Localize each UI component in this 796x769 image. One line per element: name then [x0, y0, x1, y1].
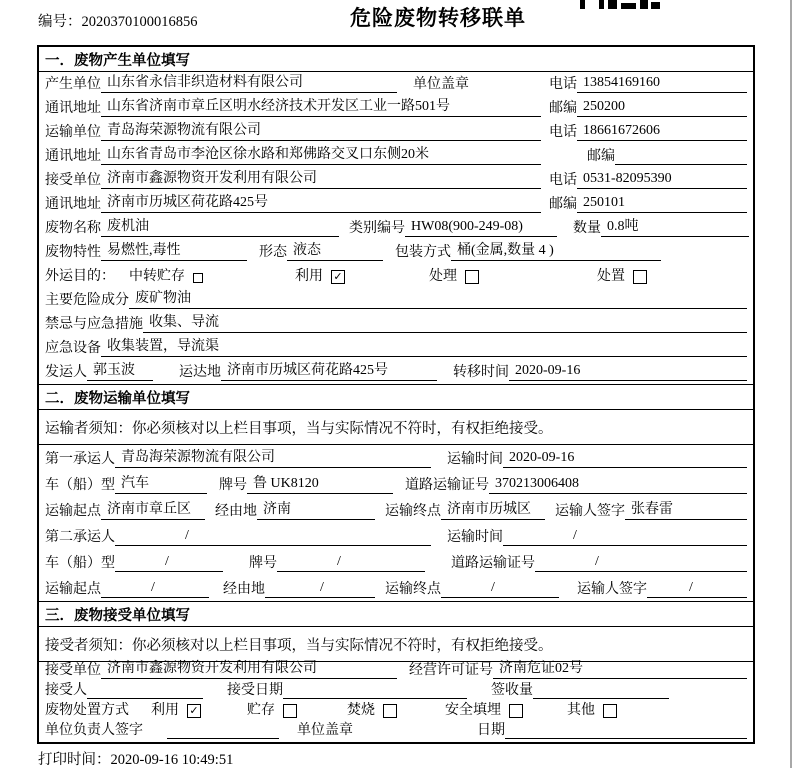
field-label: 外运目的：	[45, 269, 115, 284]
field-label: 签收量	[491, 683, 533, 698]
form-row	[39, 497, 753, 523]
field-value: 济南市历城区荷花路425号	[101, 191, 541, 213]
form-row	[39, 288, 753, 312]
field-label: 产生单位	[45, 77, 101, 92]
field-value: 汽车	[115, 472, 207, 494]
field-value: 济南	[257, 498, 375, 520]
form-row	[39, 144, 753, 168]
field-label: 单位负责人签字	[45, 723, 143, 738]
field-label: 日期	[477, 723, 505, 738]
field-label: 主要危险成分	[45, 293, 129, 308]
field-label: 经由地	[215, 504, 257, 519]
field-value: /	[647, 580, 747, 598]
section-title: 一．废物产生单位填写	[39, 47, 753, 72]
form-row	[39, 240, 753, 264]
field-label: 电话	[549, 77, 577, 92]
field-label: 运输人签字	[555, 504, 625, 519]
checkbox-option	[429, 265, 479, 285]
field-label: 接受人	[45, 683, 87, 698]
checkbox-label: 处理	[429, 269, 457, 284]
form-row	[39, 168, 753, 192]
field-value: 山东省青岛市李沧区徐水路和郑佛路交叉口东侧20米	[101, 143, 541, 165]
field-label: 邮编	[587, 149, 615, 164]
checkbox-option	[151, 699, 201, 719]
field-label: 运输终点	[385, 504, 441, 519]
section-title: 三．废物接受单位填写	[39, 602, 753, 627]
field-value: 370213006408	[489, 476, 747, 494]
field-label: 运输单位	[45, 125, 101, 140]
field-label: 牌号	[219, 478, 247, 493]
form-row	[39, 216, 753, 240]
field-label: 应急设备	[45, 341, 101, 356]
field-value: 鲁 UK8120	[247, 472, 393, 494]
field-label: 运输时间	[447, 452, 503, 467]
field-value: 青岛海荣源物流有限公司	[115, 446, 431, 468]
form-row	[39, 360, 753, 384]
field-label: 运输终点	[385, 582, 441, 597]
form-row	[39, 312, 753, 336]
field-label: 通讯地址	[45, 149, 101, 164]
print-time	[38, 748, 233, 769]
form-row	[39, 120, 753, 144]
field-value: 收集装置，导流渠	[101, 335, 747, 357]
checkbox-option	[129, 265, 203, 285]
page-edge-line	[790, 0, 792, 768]
field-value	[87, 683, 203, 699]
field-value: 废矿物油	[129, 287, 747, 309]
field-label: 运输人签字	[577, 582, 647, 597]
field-value: /	[115, 528, 431, 546]
field-value: 济南市历城区荷花路425号	[221, 359, 437, 381]
field-value: 2020-09-16	[503, 450, 747, 468]
field-value: 250101	[577, 195, 747, 213]
section-producer	[39, 47, 753, 384]
field-label: 牌号	[249, 556, 277, 571]
field-label: 禁忌与应急措施	[45, 317, 143, 332]
field-label: 运输时间	[447, 530, 503, 545]
checkbox-checked: ✓	[187, 704, 201, 718]
field-value: 液态	[287, 239, 383, 261]
checkbox-checked: ✓	[331, 270, 345, 284]
checkbox-label: 中转贮存	[129, 269, 185, 284]
print-time-value: 2020-09-16 10:49:51	[110, 752, 234, 768]
checkbox	[633, 270, 647, 284]
form-row	[39, 72, 753, 96]
field-label: 邮编	[549, 101, 577, 116]
qr-code-remnant	[578, 0, 660, 9]
field-value: 易燃性,毒性	[101, 239, 247, 261]
field-value: 0531-82095390	[577, 171, 747, 189]
field-label: 接受单位	[45, 173, 101, 188]
field-label: 接受日期	[227, 683, 283, 698]
field-value: 废机油	[101, 215, 339, 237]
page-title: 危险废物转移联单	[350, 6, 526, 30]
field-label: 包装方式	[395, 245, 451, 260]
qr-block	[621, 3, 636, 9]
qr-block	[651, 2, 660, 9]
checkbox-option	[347, 699, 397, 719]
field-label: 车（船）型	[45, 556, 115, 571]
field-label: 经由地	[223, 582, 265, 597]
field-label: 运输起点	[45, 504, 101, 519]
field-label: 废物名称	[45, 221, 101, 236]
field-label: 转移时间	[453, 365, 509, 380]
field-value: 郭玉波	[87, 359, 153, 381]
field-label: 电话	[549, 173, 577, 188]
field-value: 张春雷	[625, 498, 747, 520]
field-label: 车（船）型	[45, 478, 115, 493]
field-label: 通讯地址	[45, 197, 101, 212]
field-value: 收集、导流	[143, 311, 747, 333]
checkbox-label: 其他	[567, 703, 595, 718]
form-row	[39, 549, 753, 575]
field-label: 道路运输证号	[405, 478, 489, 493]
field-label: 单位盖章	[297, 723, 353, 738]
field-label: 通讯地址	[45, 101, 101, 116]
field-value: /	[101, 580, 209, 598]
form-row	[39, 702, 753, 722]
checkbox	[465, 270, 479, 284]
field-value	[615, 149, 747, 165]
form-row	[39, 264, 753, 288]
field-value: 13854169160	[577, 75, 747, 93]
field-value: 山东省永信非织造材料有限公司	[101, 71, 397, 93]
form-row	[39, 471, 753, 497]
field-label: 运达地	[179, 365, 221, 380]
field-label: 类别编号	[349, 221, 405, 236]
qr-block	[580, 0, 604, 9]
field-value: 18661672606	[577, 123, 747, 141]
field-label: 第二承运人	[45, 530, 115, 545]
notice-text: 接受者须知：你必须核对以上栏目事项，当与实际情况不符时，有权拒绝接受。	[39, 627, 753, 662]
field-value	[283, 683, 467, 699]
manifest-table	[37, 45, 755, 744]
field-value: /	[535, 554, 747, 572]
field-label: 经营许可证号	[409, 663, 493, 678]
field-value: 济南市鑫源物资开发利用有限公司	[101, 167, 541, 189]
checkbox	[603, 704, 617, 718]
checkbox	[383, 704, 397, 718]
form-row	[39, 192, 753, 216]
checkbox-label: 焚烧	[347, 703, 375, 718]
field-value: 0.8吨	[601, 215, 749, 237]
checkbox-option	[445, 699, 523, 719]
form-row	[39, 575, 753, 601]
field-value: /	[441, 580, 559, 598]
form-row	[39, 662, 753, 682]
field-value	[167, 723, 279, 739]
checkbox-option	[567, 699, 617, 719]
section-title: 二．废物运输单位填写	[39, 385, 753, 410]
form-row	[39, 336, 753, 360]
field-value	[505, 723, 747, 739]
field-label: 废物特性	[45, 245, 101, 260]
form-row	[39, 523, 753, 549]
field-value: 济南市鑫源物资开发利用有限公司	[101, 657, 397, 679]
field-value: /	[115, 554, 223, 572]
field-value: 山东省济南市章丘区明水经济技术开发区工业一路501号	[101, 95, 541, 117]
doc-number-value: 2020370100016856	[81, 14, 198, 30]
field-label: 电话	[549, 125, 577, 140]
field-value: 济南市历城区	[441, 498, 545, 520]
field-label: 废物处置方式	[45, 703, 129, 718]
field-label: 道路运输证号	[451, 556, 535, 571]
field-value: /	[277, 554, 425, 572]
checkbox-label: 安全填埋	[445, 703, 501, 718]
checkbox-label: 处置	[597, 269, 625, 284]
field-label: 运输起点	[45, 582, 101, 597]
field-value: 桶(金属,数量 4 )	[451, 239, 661, 261]
form-row	[39, 445, 753, 471]
field-value: 250200	[577, 99, 747, 117]
doc-number-label: 编号：	[38, 14, 82, 30]
qr-block	[608, 0, 617, 9]
checkbox-label: 贮存	[247, 703, 275, 718]
field-label: 发运人	[45, 365, 87, 380]
checkbox-label: 利用	[151, 703, 179, 718]
field-value: /	[265, 580, 375, 598]
checkbox-option	[247, 699, 297, 719]
section-receiver	[39, 601, 753, 742]
print-time-label: 打印时间：	[38, 752, 111, 768]
field-value: 青岛海荣源物流有限公司	[101, 119, 541, 141]
checkbox	[283, 704, 297, 718]
field-label: 接受单位	[45, 663, 101, 678]
field-label: 形态	[259, 245, 287, 260]
form-row	[39, 96, 753, 120]
checkbox-option	[295, 265, 345, 285]
field-label: 数量	[573, 221, 601, 236]
section-transporter	[39, 384, 753, 601]
notice-text: 运输者须知：你必须核对以上栏目事项，当与实际情况不符时，有权拒绝接受。	[39, 410, 753, 445]
field-value: HW08(900-249-08)	[405, 219, 557, 237]
qr-block	[640, 0, 648, 9]
checkbox	[509, 704, 523, 718]
field-value: /	[503, 528, 747, 546]
field-label: 第一承运人	[45, 452, 115, 467]
field-value: 2020-09-16	[509, 363, 747, 381]
field-label: 邮编	[549, 197, 577, 212]
form-row	[39, 722, 753, 742]
field-label: 单位盖章	[413, 77, 469, 92]
field-value: 济南危证02号	[493, 657, 747, 679]
checkbox-label: 利用	[295, 269, 323, 284]
field-value	[533, 683, 669, 699]
field-value: 济南市章丘区	[101, 498, 205, 520]
checkbox	[193, 273, 203, 283]
checkbox-option	[597, 265, 647, 285]
